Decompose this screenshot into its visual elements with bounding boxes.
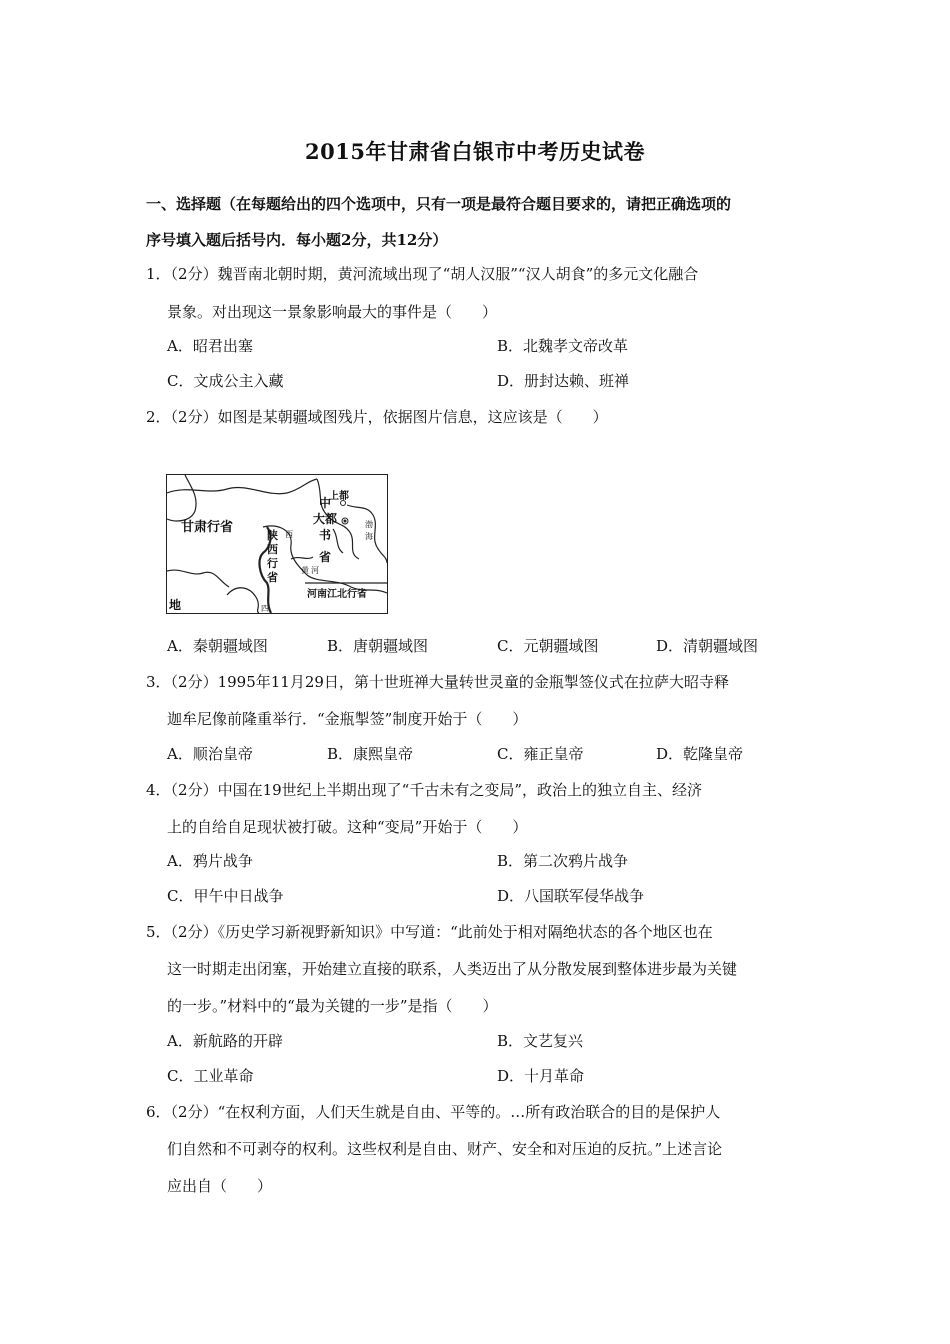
question-5-line-1: 5．（2分）《历史学习新视野新知识》中写道：“此前处于相对隔绝状态的各个地区也在 [146, 923, 713, 941]
map-label-gansu: 甘肃行省 [181, 520, 234, 535]
question-2-option-d[interactable]: D．清朝疆域图 [656, 637, 759, 655]
question-3-option-d[interactable]: D．乾隆皇帝 [656, 745, 744, 763]
question-4-option-a[interactable]: A．鸦片战争 [167, 852, 253, 870]
map-label-shaanxi-4: 省 [267, 571, 278, 584]
map-label-si: 四 [261, 604, 269, 613]
question-6-line-1: 6．（2分）“在权利方面，人们天生就是自由、平等的。…所有政治联合的目的是保护人 [146, 1103, 721, 1121]
question-4-option-b[interactable]: B．第二次鸦片战争 [497, 852, 629, 870]
question-1-option-c[interactable]: C．文成公主入藏 [167, 372, 284, 390]
territory-map-fragment [166, 474, 388, 614]
question-2-line-1: 2．（2分）如图是某朝疆域图残片，依据图片信息，这应该是（ ） [146, 408, 608, 426]
question-1-option-a[interactable]: A．昭君出塞 [167, 337, 253, 355]
map-label-hai: 海 [365, 532, 373, 541]
question-4-line-2: 上的自给自足现状被打破。这种“变局”开始于（ ） [167, 818, 528, 836]
map-label-shaanxi-1: 陕 [267, 529, 278, 542]
question-3-option-c[interactable]: C．雍正皇帝 [497, 745, 584, 763]
question-1-line-2: 景象。对出现这一景象影响最大的事件是（ ） [167, 303, 498, 321]
map-label-sheng: 省 [319, 550, 332, 564]
question-5-option-a[interactable]: A．新航路的开辟 [167, 1032, 283, 1050]
map-label-dadu: 大都 [313, 512, 338, 526]
question-2-option-a[interactable]: A．秦朝疆域图 [167, 637, 268, 655]
map-label-he: 河 [311, 566, 319, 575]
section-heading-line-1: 一、选择题（在每题给出的四个选项中，只有一项是最符合题目要求的，请把正确选项的 [146, 195, 732, 213]
question-2-option-c[interactable]: C．元朝疆域图 [497, 637, 599, 655]
map-label-shaanxi-2: 西 [267, 543, 278, 556]
question-3-option-b[interactable]: B．康熙皇帝 [327, 745, 414, 763]
question-4-option-d[interactable]: D．八国联军侵华战争 [497, 887, 645, 905]
question-5-line-2: 这一时期走出闭塞，开始建立直接的联系，人类迈出了从分散发展到整体进步最为关键 [167, 960, 738, 978]
question-2-option-b[interactable]: B．唐朝疆域图 [327, 637, 429, 655]
map-drawing [167, 475, 387, 613]
question-6-line-3: 应出自（ ） [167, 1177, 273, 1195]
map-label-shu: 书 [319, 528, 332, 542]
map-label-bo: 渤 [365, 520, 373, 529]
section-heading [146, 186, 810, 258]
question-4-line-1: 4．（2分）中国在19世纪上半期出现了“千古未有之变局”，政治上的独立自主、经济 [146, 781, 703, 799]
question-1-line-1: 1．（2分）魏晋南北朝时期，黄河流域出现了“胡人汉服”“汉人胡食”的多元文化融合 [146, 265, 699, 283]
question-1-option-b[interactable]: B．北魏孝文帝改革 [497, 337, 629, 355]
question-3-option-a[interactable]: A．顺治皇帝 [167, 745, 253, 763]
map-label-huang: 黄 [301, 566, 309, 575]
map-label-di: 地 [169, 598, 182, 612]
question-6-line-2: 们自然和不可剥夺的权利。这些权利是自由、财产、安全和对压迫的反抗。”上述言论 [167, 1140, 723, 1158]
question-4-option-c[interactable]: C．甲午中日战争 [167, 887, 284, 905]
map-label-henan: 河南江北行省 [307, 589, 367, 600]
question-3-line-2: 迦牟尼像前隆重举行．“金瓶掣签”制度开始于（ ） [167, 710, 528, 728]
map-label-shaanxi-3: 行 [267, 557, 278, 570]
map-label-xi: 西 [285, 530, 293, 539]
question-1-option-d[interactable]: D．册封达赖、班禅 [497, 372, 630, 390]
question-5-option-b[interactable]: B．文艺复兴 [497, 1032, 584, 1050]
question-5-option-c[interactable]: C．工业革命 [167, 1067, 254, 1085]
question-5-option-d[interactable]: D．十月革命 [497, 1067, 585, 1085]
map-label-zhong: 中 [319, 496, 332, 510]
page-title: 2015年甘肃省白银市中考历史试卷 [305, 139, 645, 164]
section-heading-line-2: 序号填入题后括号内．每小题2分，共12分） [146, 231, 448, 249]
question-3-line-1: 3．（2分）1995年11月29日，第十世班禅大量转世灵童的金瓶掣签仪式在拉萨大昭寺释 [146, 673, 729, 691]
question-5-line-3: 的一步。”材料中的“最为关键的一步”是指（ ） [167, 997, 498, 1015]
map-label-shangdu: 上都 [329, 491, 349, 502]
